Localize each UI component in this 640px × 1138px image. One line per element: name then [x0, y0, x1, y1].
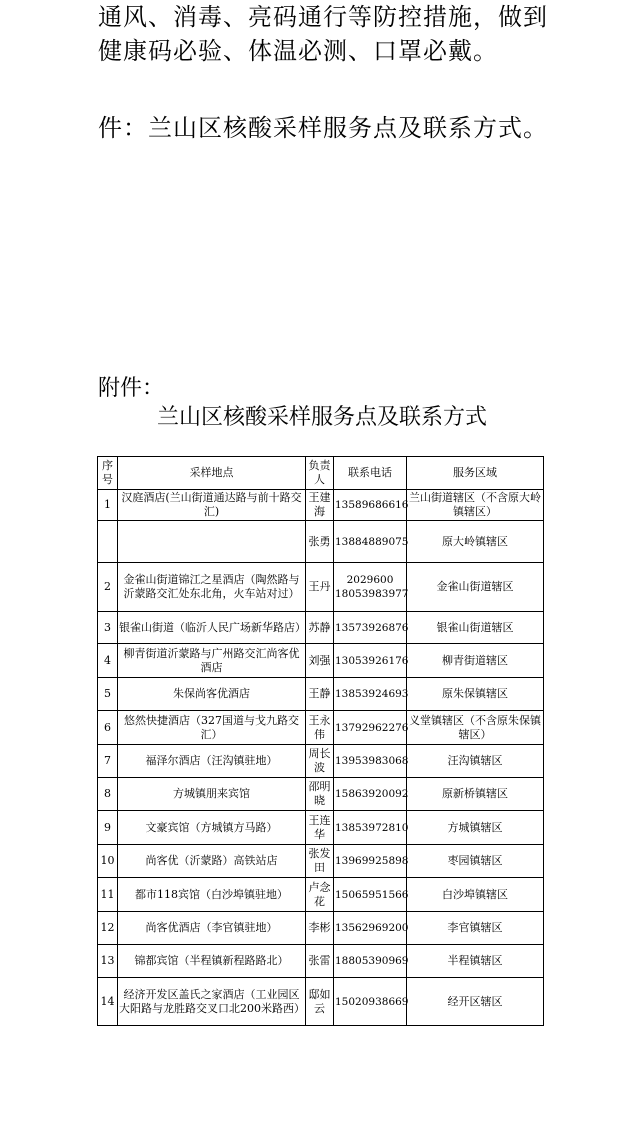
cell-location: 锦都宾馆（半程镇新程路路北） [118, 945, 306, 978]
cell-seq: 9 [98, 811, 118, 845]
cell-phone-line: 2029600 [346, 574, 394, 586]
cell-seq: 11 [98, 878, 118, 912]
body-paragraph-measures: 通风、消毒、亮码通行等防控措施，做到健康码必验、体温必测、口罩必戴。 [98, 3, 548, 65]
cell-location: 悠然快捷酒店（327国道与戈九路交汇） [118, 711, 306, 745]
header-seq: 序号 [98, 457, 118, 490]
annex-label: 附件： [98, 376, 165, 401]
cell-seq: 1 [98, 490, 118, 521]
cell-seq: 6 [98, 711, 118, 745]
cell-area: 白沙埠镇辖区 [407, 878, 544, 912]
table-row [98, 678, 544, 711]
cell-seq: 8 [98, 778, 118, 811]
table-row [98, 845, 544, 878]
cell-contact: 刘强 [306, 644, 334, 678]
cell-phone: 13853972810 [334, 811, 407, 845]
cell-seq: 12 [98, 912, 118, 945]
cell-phone: 13853924693 [334, 678, 407, 711]
cell-location: 福泽尔酒店（汪沟镇驻地） [118, 745, 306, 778]
cell-seq: 13 [98, 945, 118, 978]
cell-contact: 卢念花 [306, 878, 334, 912]
cell-contact: 周长波 [306, 745, 334, 778]
cell-location [118, 521, 306, 563]
cell-seq: 10 [98, 845, 118, 878]
table-row [98, 612, 544, 644]
cell-phone: 13953983068 [334, 745, 407, 778]
cell-phone: 15863920092 [334, 778, 407, 811]
cell-location: 汉庭酒店(兰山街道通达路与前十路交汇) [118, 490, 306, 521]
table-row [98, 878, 544, 912]
cell-contact: 王永伟 [306, 711, 334, 745]
cell-seq [98, 521, 118, 563]
cell-area: 金雀山街道辖区 [407, 563, 544, 612]
header-contact: 负责人 [306, 457, 334, 490]
header-location: 采样地点 [118, 457, 306, 490]
cell-area: 柳青街道辖区 [407, 644, 544, 678]
cell-phone: 13562969200 [334, 912, 407, 945]
cell-contact: 苏静 [306, 612, 334, 644]
cell-location: 都市118宾馆（白沙埠镇驻地） [118, 878, 306, 912]
cell-seq: 3 [98, 612, 118, 644]
table-row [98, 945, 544, 978]
cell-contact: 王建海 [306, 490, 334, 521]
sampling-sites-table [97, 456, 544, 1026]
cell-contact: 王连华 [306, 811, 334, 845]
cell-location: 银雀山街道（临沂人民广场新华路店） [118, 612, 306, 644]
cell-phone: 13969925898 [334, 845, 407, 878]
cell-phone: 13884889075 [334, 521, 407, 563]
cell-area: 李官镇辖区 [407, 912, 544, 945]
cell-area: 义堂镇辖区（不含原朱保镇辖区） [407, 711, 544, 745]
body-paragraph-attachment-note: 件：兰山区核酸采样服务点及联系方式。 [98, 114, 548, 142]
cell-phone: 15020938669 [334, 978, 407, 1026]
annex-title: 兰山区核酸采样服务点及联系方式 [156, 405, 487, 430]
cell-location: 金雀山街道锦江之星酒店（陶然路与沂蒙路交汇处东北角，火车站对过） [118, 563, 306, 612]
cell-location: 朱保尚客优酒店 [118, 678, 306, 711]
cell-seq: 2 [98, 563, 118, 612]
cell-area: 枣园镇辖区 [407, 845, 544, 878]
cell-seq: 5 [98, 678, 118, 711]
cell-seq: 14 [98, 978, 118, 1026]
table-row [98, 563, 544, 612]
cell-location: 经济开发区盖氏之家酒店（工业园区大阳路与龙胜路交叉口北200米路西） [118, 978, 306, 1026]
cell-contact: 王静 [306, 678, 334, 711]
cell-phone-line: 18053983977 [335, 588, 409, 600]
cell-location: 柳青街道沂蒙路与广州路交汇尚客优酒店 [118, 644, 306, 678]
cell-phone: 13792962276 [334, 711, 407, 745]
cell-location: 方城镇朋来宾馆 [118, 778, 306, 811]
cell-contact: 张发田 [306, 845, 334, 878]
cell-contact: 张勇 [306, 521, 334, 563]
cell-phone [334, 563, 407, 612]
header-phone: 联系电话 [334, 457, 407, 490]
cell-location: 文豪宾馆（方城镇方马路） [118, 811, 306, 845]
table-row [98, 711, 544, 745]
table-row [98, 912, 544, 945]
header-area: 服务区域 [407, 457, 544, 490]
table-row [98, 811, 544, 845]
cell-area: 原大岭镇辖区 [407, 521, 544, 563]
cell-contact: 王丹 [306, 563, 334, 612]
cell-area: 方城镇辖区 [407, 811, 544, 845]
cell-area: 汪沟镇辖区 [407, 745, 544, 778]
cell-seq: 4 [98, 644, 118, 678]
cell-area: 银雀山街道辖区 [407, 612, 544, 644]
cell-area: 原新桥镇辖区 [407, 778, 544, 811]
cell-phone: 13053926176 [334, 644, 407, 678]
table-row [98, 644, 544, 678]
table-header-row [98, 457, 544, 490]
cell-contact: 李彬 [306, 912, 334, 945]
cell-contact: 邸如云 [306, 978, 334, 1026]
cell-phone: 13589686616 [334, 490, 407, 521]
table-row [98, 521, 544, 563]
cell-seq: 7 [98, 745, 118, 778]
cell-area: 经开区辖区 [407, 978, 544, 1026]
table-row [98, 745, 544, 778]
table-row [98, 778, 544, 811]
cell-phone: 13573926876 [334, 612, 407, 644]
cell-contact: 张雷 [306, 945, 334, 978]
cell-contact: 邵明晓 [306, 778, 334, 811]
cell-phone: 18805390969 [334, 945, 407, 978]
cell-phone: 15065951566 [334, 878, 407, 912]
cell-location: 尚客优酒店（李官镇驻地） [118, 912, 306, 945]
cell-area: 兰山街道辖区（不含原大岭镇辖区） [407, 490, 544, 521]
table-row [98, 490, 544, 521]
cell-location: 尚客优（沂蒙路）高铁站店 [118, 845, 306, 878]
cell-area: 原朱保镇辖区 [407, 678, 544, 711]
table-row [98, 978, 544, 1026]
cell-area: 半程镇辖区 [407, 945, 544, 978]
